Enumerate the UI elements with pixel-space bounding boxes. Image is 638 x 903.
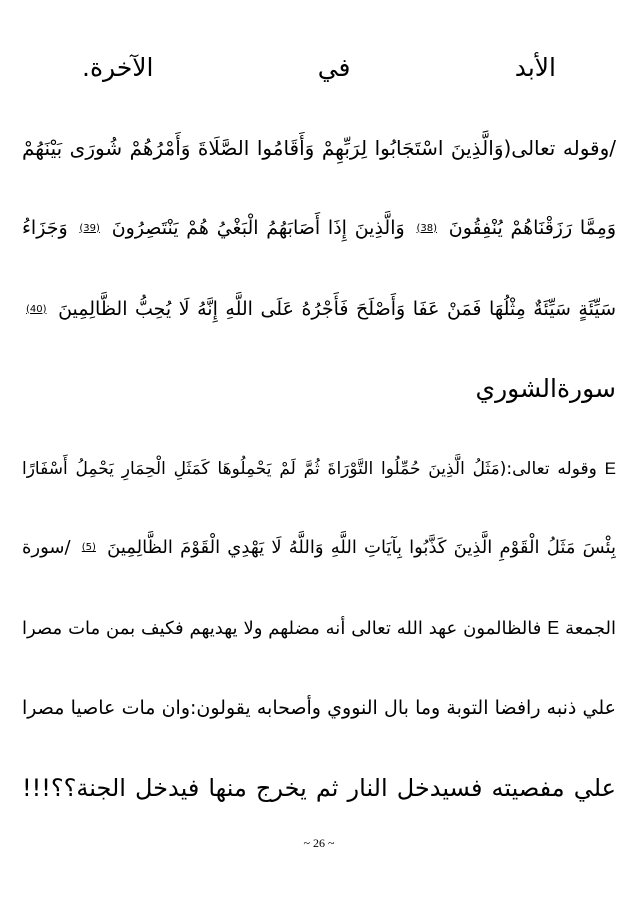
text-line-1 bbox=[22, 48, 616, 88]
text-line-6 bbox=[22, 449, 616, 489]
text-line-2 bbox=[22, 128, 616, 168]
line-2-text: /وقوله تعالى(وَالَّذِينَ اسْتَجَابُوا لِرَبِّهِمْ وَأَقَامُوا الصَّلَاةَ وَأَمْرُهُمْ شُورَى بَيْنَهُمْ bbox=[22, 136, 616, 160]
surah-name-shura: سورةالشوري bbox=[475, 374, 616, 403]
page-number: ~ 26 ~ bbox=[303, 836, 335, 850]
line-9-text: علي ذنبه رافضا التوبة وما بال النووي وأصحابه يقولون:وان مات عاصيا مصرا bbox=[22, 697, 616, 719]
line-10-text: علي مفصيته فسيدخل النار ثم يخرج منها فيدخل الجنة؟؟!!! bbox=[22, 774, 616, 802]
line-3-text-c: وَجَزَاءُ bbox=[22, 217, 68, 239]
mark-e-2: E bbox=[547, 618, 560, 638]
line-4-text: سَيِّئَةٍ سَيِّئَةٌ مِثْلُهَا فَمَنْ عَفَا وَأَصْلَحَ فَأَجْرُهُ عَلَى اللَّهِ إِنَّهُ لَا يُحِبُّ الظَّالِمِينَ bbox=[58, 298, 616, 320]
text-line-7 bbox=[22, 528, 616, 568]
text-line-8 bbox=[22, 608, 616, 648]
text-line-4 bbox=[22, 289, 616, 329]
verse-ref-40: (40) bbox=[26, 303, 47, 315]
text-line-3 bbox=[22, 208, 616, 248]
line-1-text: الأبد في الآخرة. bbox=[82, 53, 556, 82]
line-3-text-a: وَمِمَّا رَزَقْنَاهُمْ يُنْفِقُونَ bbox=[448, 217, 616, 239]
verse-ref-39: (39) bbox=[79, 222, 100, 234]
line-6-text: وقوله تعالى:(مَثَلُ الَّذِينَ حُمِّلُوا التَّوْرَاةَ ثُمَّ لَمْ يَحْمِلُوهَا كَمَثَلِ الْحِمَارِ يَحْمِلُ أَسْفَارًا bbox=[22, 459, 597, 479]
mark-e-1: E bbox=[604, 459, 616, 478]
text-line-9 bbox=[22, 688, 616, 728]
line-7-text: بِئْسَ مَثَلُ الْقَوْمِ الَّذِينَ كَذَّبُوا بِآيَاتِ اللَّهِ وَاللَّهُ لَا يَهْدِي الْقَوْمَ الظَّالِمِينَ bbox=[107, 537, 616, 558]
verse-ref-38: (38) bbox=[416, 222, 437, 234]
text-line-5 bbox=[22, 369, 616, 409]
line-3-text-b: وَالَّذِينَ إِذَا أَصَابَهُمُ الْبَغْيُ هُمْ يَنْتَصِرُونَ bbox=[111, 217, 405, 239]
verse-ref-5: (5) bbox=[81, 542, 96, 553]
line-8-text: فالظالمون عهد الله تعالى أنه مضلهم ولا يهديهم فكيف بمن مات مصرا bbox=[22, 618, 542, 639]
surah-name-jumuah: الجمعة bbox=[565, 618, 616, 639]
text-line-10 bbox=[22, 768, 616, 808]
line-7-surah-label: /سورة bbox=[22, 537, 71, 558]
